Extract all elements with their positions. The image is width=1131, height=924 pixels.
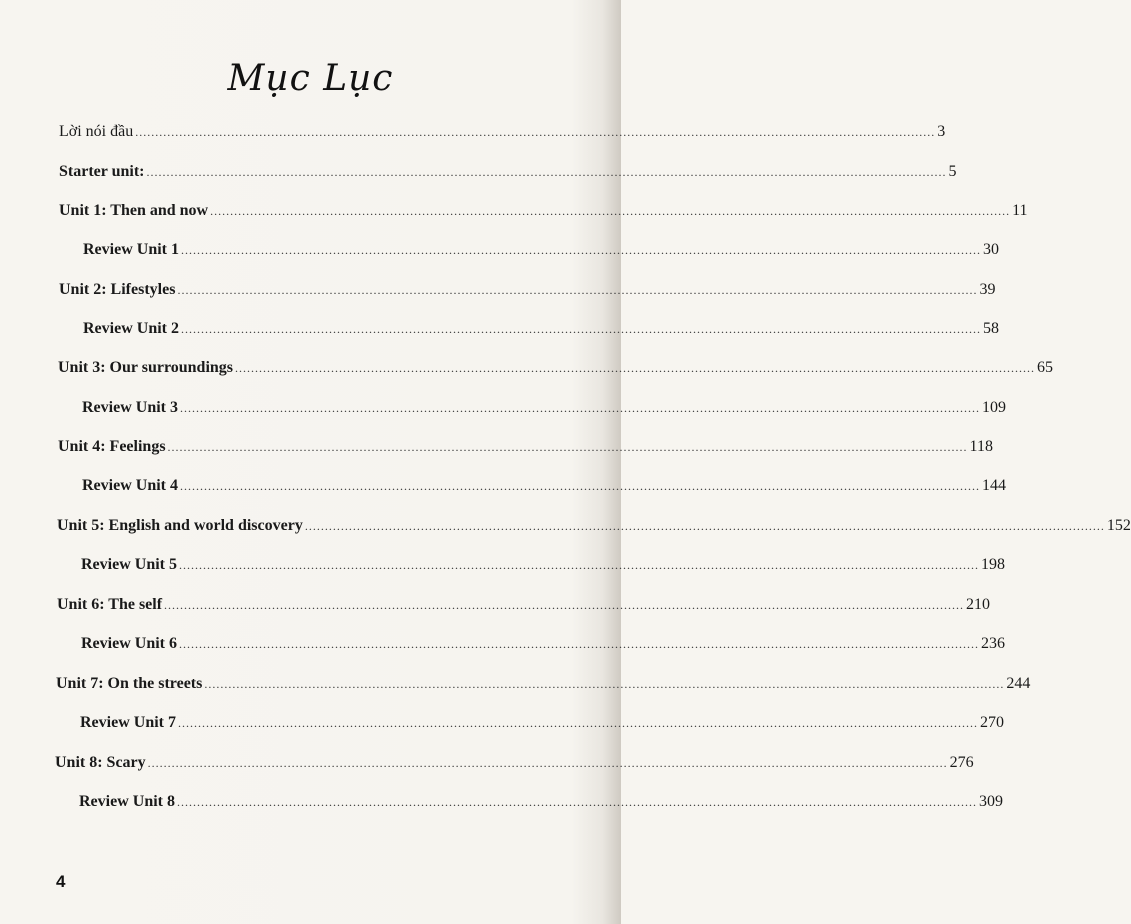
toc-row-17 <box>79 790 1003 814</box>
toc-row-0 <box>59 120 946 144</box>
toc-leader: ........................................................................................................................................................................................................ <box>167 440 968 454</box>
toc-row-12 <box>57 593 991 617</box>
toc-leader: ........................................................................................................................................................................................................ <box>179 401 980 415</box>
toc-label: Review Unit 3 <box>82 399 178 416</box>
toc-row-14 <box>56 672 1031 696</box>
toc-leader: ........................................................................................................................................................................................................ <box>147 756 948 770</box>
toc-row-8 <box>58 435 993 459</box>
toc-page: 58 <box>982 320 999 337</box>
toc-label: Review Unit 1 <box>83 241 179 258</box>
toc-page: 244 <box>1006 675 1031 692</box>
toc-leader: ........................................................................................................................................................................................................ <box>135 125 936 139</box>
toc-leader: ........................................................................................................................................................................................................ <box>146 165 947 179</box>
toc-leader: ........................................................................................................................................................................................................ <box>180 322 981 336</box>
toc-leader: ........................................................................................................................................................................................................ <box>210 204 1011 218</box>
toc-page: 144 <box>981 477 1006 494</box>
toc-row-4 <box>59 278 996 302</box>
toc-row-2 <box>59 199 1028 223</box>
toc-page: 30 <box>982 241 999 258</box>
toc-row-9 <box>82 474 1006 498</box>
toc-page: 118 <box>969 438 993 455</box>
toc-label: Unit 3: Our surroundings <box>58 359 234 376</box>
toc-label: Lời nói đầu <box>59 123 134 140</box>
toc-page: 152 <box>1106 517 1131 534</box>
toc-label: Review Unit 6 <box>81 635 177 652</box>
toc-page: 198 <box>980 556 1005 573</box>
toc-leader: ........................................................................................................................................................................................................ <box>179 479 980 493</box>
toc-label: Review Unit 5 <box>81 556 177 573</box>
toc-page: 3 <box>937 123 946 140</box>
toc-label: Unit 2: Lifestyles <box>59 281 176 298</box>
toc-leader: ........................................................................................................................................................................................................ <box>177 716 978 730</box>
toc-page: 5 <box>948 163 957 180</box>
toc-page: 309 <box>978 793 1003 810</box>
toc-leader: ........................................................................................................................................................................................................ <box>180 243 981 257</box>
toc-row-7 <box>82 396 1006 420</box>
toc-page: 109 <box>981 399 1006 416</box>
toc-row-10 <box>57 514 1131 538</box>
toc-label: Unit 6: The self <box>57 596 163 613</box>
toc-leader: ........................................................................................................................................................................................................ <box>178 637 979 651</box>
toc-label: Review Unit 8 <box>79 793 175 810</box>
toc-page: 65 <box>1037 359 1054 376</box>
toc-label: Unit 7: On the streets <box>56 675 203 692</box>
toc-label: Unit 8: Scary <box>55 754 146 771</box>
toc-row-13 <box>81 632 1005 656</box>
toc-page: 39 <box>979 281 996 298</box>
toc-page: 276 <box>949 754 974 771</box>
toc-label: Unit 5: English and world discovery <box>57 517 303 534</box>
toc-leader: ........................................................................................................................................................................................................ <box>177 283 978 297</box>
toc-label: Unit 1: Then and now <box>59 202 209 219</box>
toc-row-5 <box>83 317 999 341</box>
toc-row-11 <box>81 553 1005 577</box>
toc-row-1 <box>59 160 957 184</box>
toc-leader: ........................................................................................................................................................................................................ <box>235 361 1036 375</box>
page-number: 4 <box>56 872 66 891</box>
toc-label: Unit 4: Feelings <box>58 438 166 455</box>
toc-label: Review Unit 4 <box>82 477 178 494</box>
toc-page: 236 <box>980 635 1005 652</box>
toc-leader: ........................................................................................................................................................................................................ <box>304 519 1105 533</box>
toc-leader: ........................................................................................................................................................................................................ <box>178 558 979 572</box>
toc-page: 210 <box>966 596 991 613</box>
toc-row-3 <box>83 238 999 262</box>
toc-label: Review Unit 7 <box>80 714 176 731</box>
toc-label: Review Unit 2 <box>83 320 179 337</box>
toc-row-16 <box>55 751 974 775</box>
toc-leader: ........................................................................................................................................................................................................ <box>176 795 977 809</box>
toc-page: 11 <box>1012 202 1028 219</box>
toc-row-15 <box>80 711 1004 735</box>
toc-leader: ........................................................................................................................................................................................................ <box>164 598 965 612</box>
page-title: Mục Lục <box>227 58 394 99</box>
toc-row-6 <box>58 356 1054 380</box>
toc-leader: ........................................................................................................................................................................................................ <box>204 677 1005 691</box>
toc-page: 270 <box>979 714 1004 731</box>
toc-label: Starter unit: <box>59 163 145 180</box>
